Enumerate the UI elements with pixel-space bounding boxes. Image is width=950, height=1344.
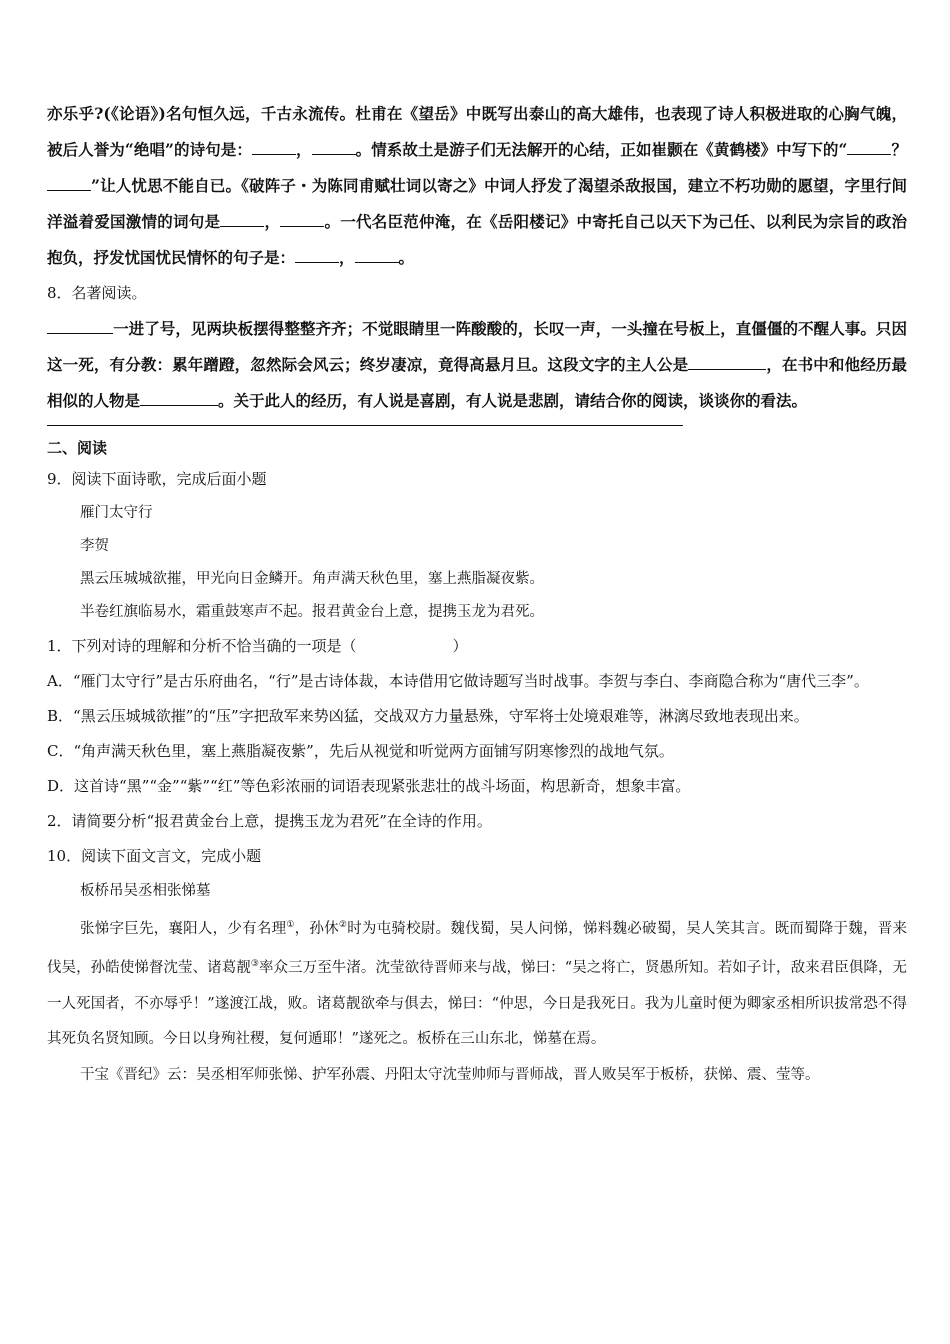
answer-blank[interactable] — [688, 354, 766, 370]
answer-blank[interactable] — [47, 175, 91, 191]
answer-blank[interactable] — [295, 247, 339, 263]
answer-blank[interactable] — [220, 211, 264, 227]
question-9-label: 9．阅读下面诗歌，完成后面小题 — [47, 470, 267, 488]
note-marker: ① — [286, 920, 295, 930]
poem-line: 黑云压城城欲摧，甲光向日金鳞开。角声满天秋色里，塞上燕脂凝夜紫。 — [80, 571, 544, 587]
sub-question-2: 2．请简要分析“报君黄金台上意，提携玉龙为君死”在全诗的作用。 — [47, 812, 492, 830]
answer-blank[interactable] — [280, 211, 324, 227]
answer-blank[interactable] — [140, 390, 218, 406]
document-page — [47, 96, 907, 1093]
question-8-label: 8．名著阅读。 — [47, 284, 147, 302]
option-c[interactable]: C．“角声满天秋色里，塞上燕脂凝夜紫”，先后从视觉和听觉两方面铺写阴寒惨烈的战地气氛。 — [47, 742, 674, 760]
poem-title: 雁门太守行 — [80, 505, 153, 521]
fill-in-paragraph: 亦乐乎?(《论语》)名句恒久远，千古永流传。杜甫在《望岳》中既写出泰山的高大雄伟，也表现了诗人积极进取的心胸气魄，被后人誉为“绝唱”的诗句是： ， 。情系故土是游子们无法解开的心结，正如崔颢在《黄鹤楼》中写下的“ ？”让人忧思不能自已。《破阵子・为陈同甫赋壮词以寄之》中词人抒发了渴望杀敌报国，建立不朽功勋的愿望，字里行间洋溢着爱国激情的词句是 ， 。一代名臣范仲淹，在《岳阳楼记》中寄托自己以天下为己任、以利民为宗旨的政治抱负，抒发忧国忧民情怀的句子是： ， 。 — [47, 104, 907, 267]
classical-paragraph: 张悌字巨先，襄阳人，少有名理①，孙休②时为屯骑校尉。魏伐蜀，吴人问悌，悌料魏必破蜀，吴人笑其言。既而蜀降于魏，晋来伐吴，孙皓使悌督沈莹、诸葛靓③率众三万至牛渚。沈莹欲待晋师来与战，悌曰：“吴之将亡，贤愚所知。若如子计，敌来君臣俱降，无一人死国者，不亦辱乎！”遂渡江战，败。诸葛靓欲牵与俱去，悌曰：“仲思，今日是我死日。我为儿童时便为卿家丞相所识拔常恐不得其死负名贤知顾。今日以身殉社稷，复何遁耶！”遂死之。板桥在三山东北，悌墓在焉。 — [47, 920, 908, 1048]
answer-blank[interactable] — [355, 247, 399, 263]
note-marker: ③ — [250, 959, 259, 970]
question-8-text: 一进了号，见两块板摆得整整齐齐；不觉眼睛里一阵酸酸的，长叹一声，一头撞在号板上，直僵僵的不醒人事。只因这一死，有分教：累年蹭蹬，忽然际会风云；终岁凄凉，竟得高悬月旦。这段文字的主人公是 ，在书中和他经历最相似的人物是 。关于此人的经历，有人说是喜剧，有人说是悲剧，请结合你的阅读，谈谈你的看法。 — [47, 319, 907, 410]
answer-blank[interactable] — [47, 318, 113, 334]
sub-question-1: 1．下列对诗的理解和分析不恰当确的一项是（ ） — [47, 637, 468, 655]
option-a[interactable]: A．“雁门太守行”是古乐府曲名，“行”是古诗体裁，本诗借用它做诗题写当时战事。李贺与李白、李商隐合称为“唐代三李”。 — [47, 672, 869, 690]
answer-line[interactable] — [47, 425, 683, 426]
poem-line: 半卷红旗临易水，霜重鼓寒声不起。报君黄金台上意，提携玉龙为君死。 — [80, 604, 544, 620]
answer-blank[interactable] — [847, 139, 891, 155]
classical-paragraph: 干宝《晋纪》云：吴丞相军师张悌、护军孙震、丹阳太守沈莹帅师与晋师战，晋人败吴军于板桥，获悌、震、莹等。 — [80, 1066, 820, 1083]
question-10-label: 10．阅读下面文言文，完成小题 — [47, 847, 262, 865]
note-marker: ② — [338, 920, 348, 930]
answer-blank[interactable] — [312, 139, 356, 155]
section-heading: 二、阅读 — [47, 439, 108, 457]
poem-author: 李贺 — [80, 538, 109, 554]
classical-title: 板桥吊吴丞相张悌墓 — [80, 883, 211, 899]
option-b[interactable]: B．“黑云压城城欲摧”的“压”字把敌军来势凶猛，交战双方力量悬殊，守军将士处境艰难等，淋漓尽致地表现出来。 — [47, 707, 809, 725]
answer-blank[interactable] — [252, 139, 296, 155]
option-d[interactable]: D．这首诗“黑”“金”“紫”“红”等色彩浓丽的词语表现紧张悲壮的战斗场面，构思新奇，想象丰富。 — [47, 777, 691, 795]
